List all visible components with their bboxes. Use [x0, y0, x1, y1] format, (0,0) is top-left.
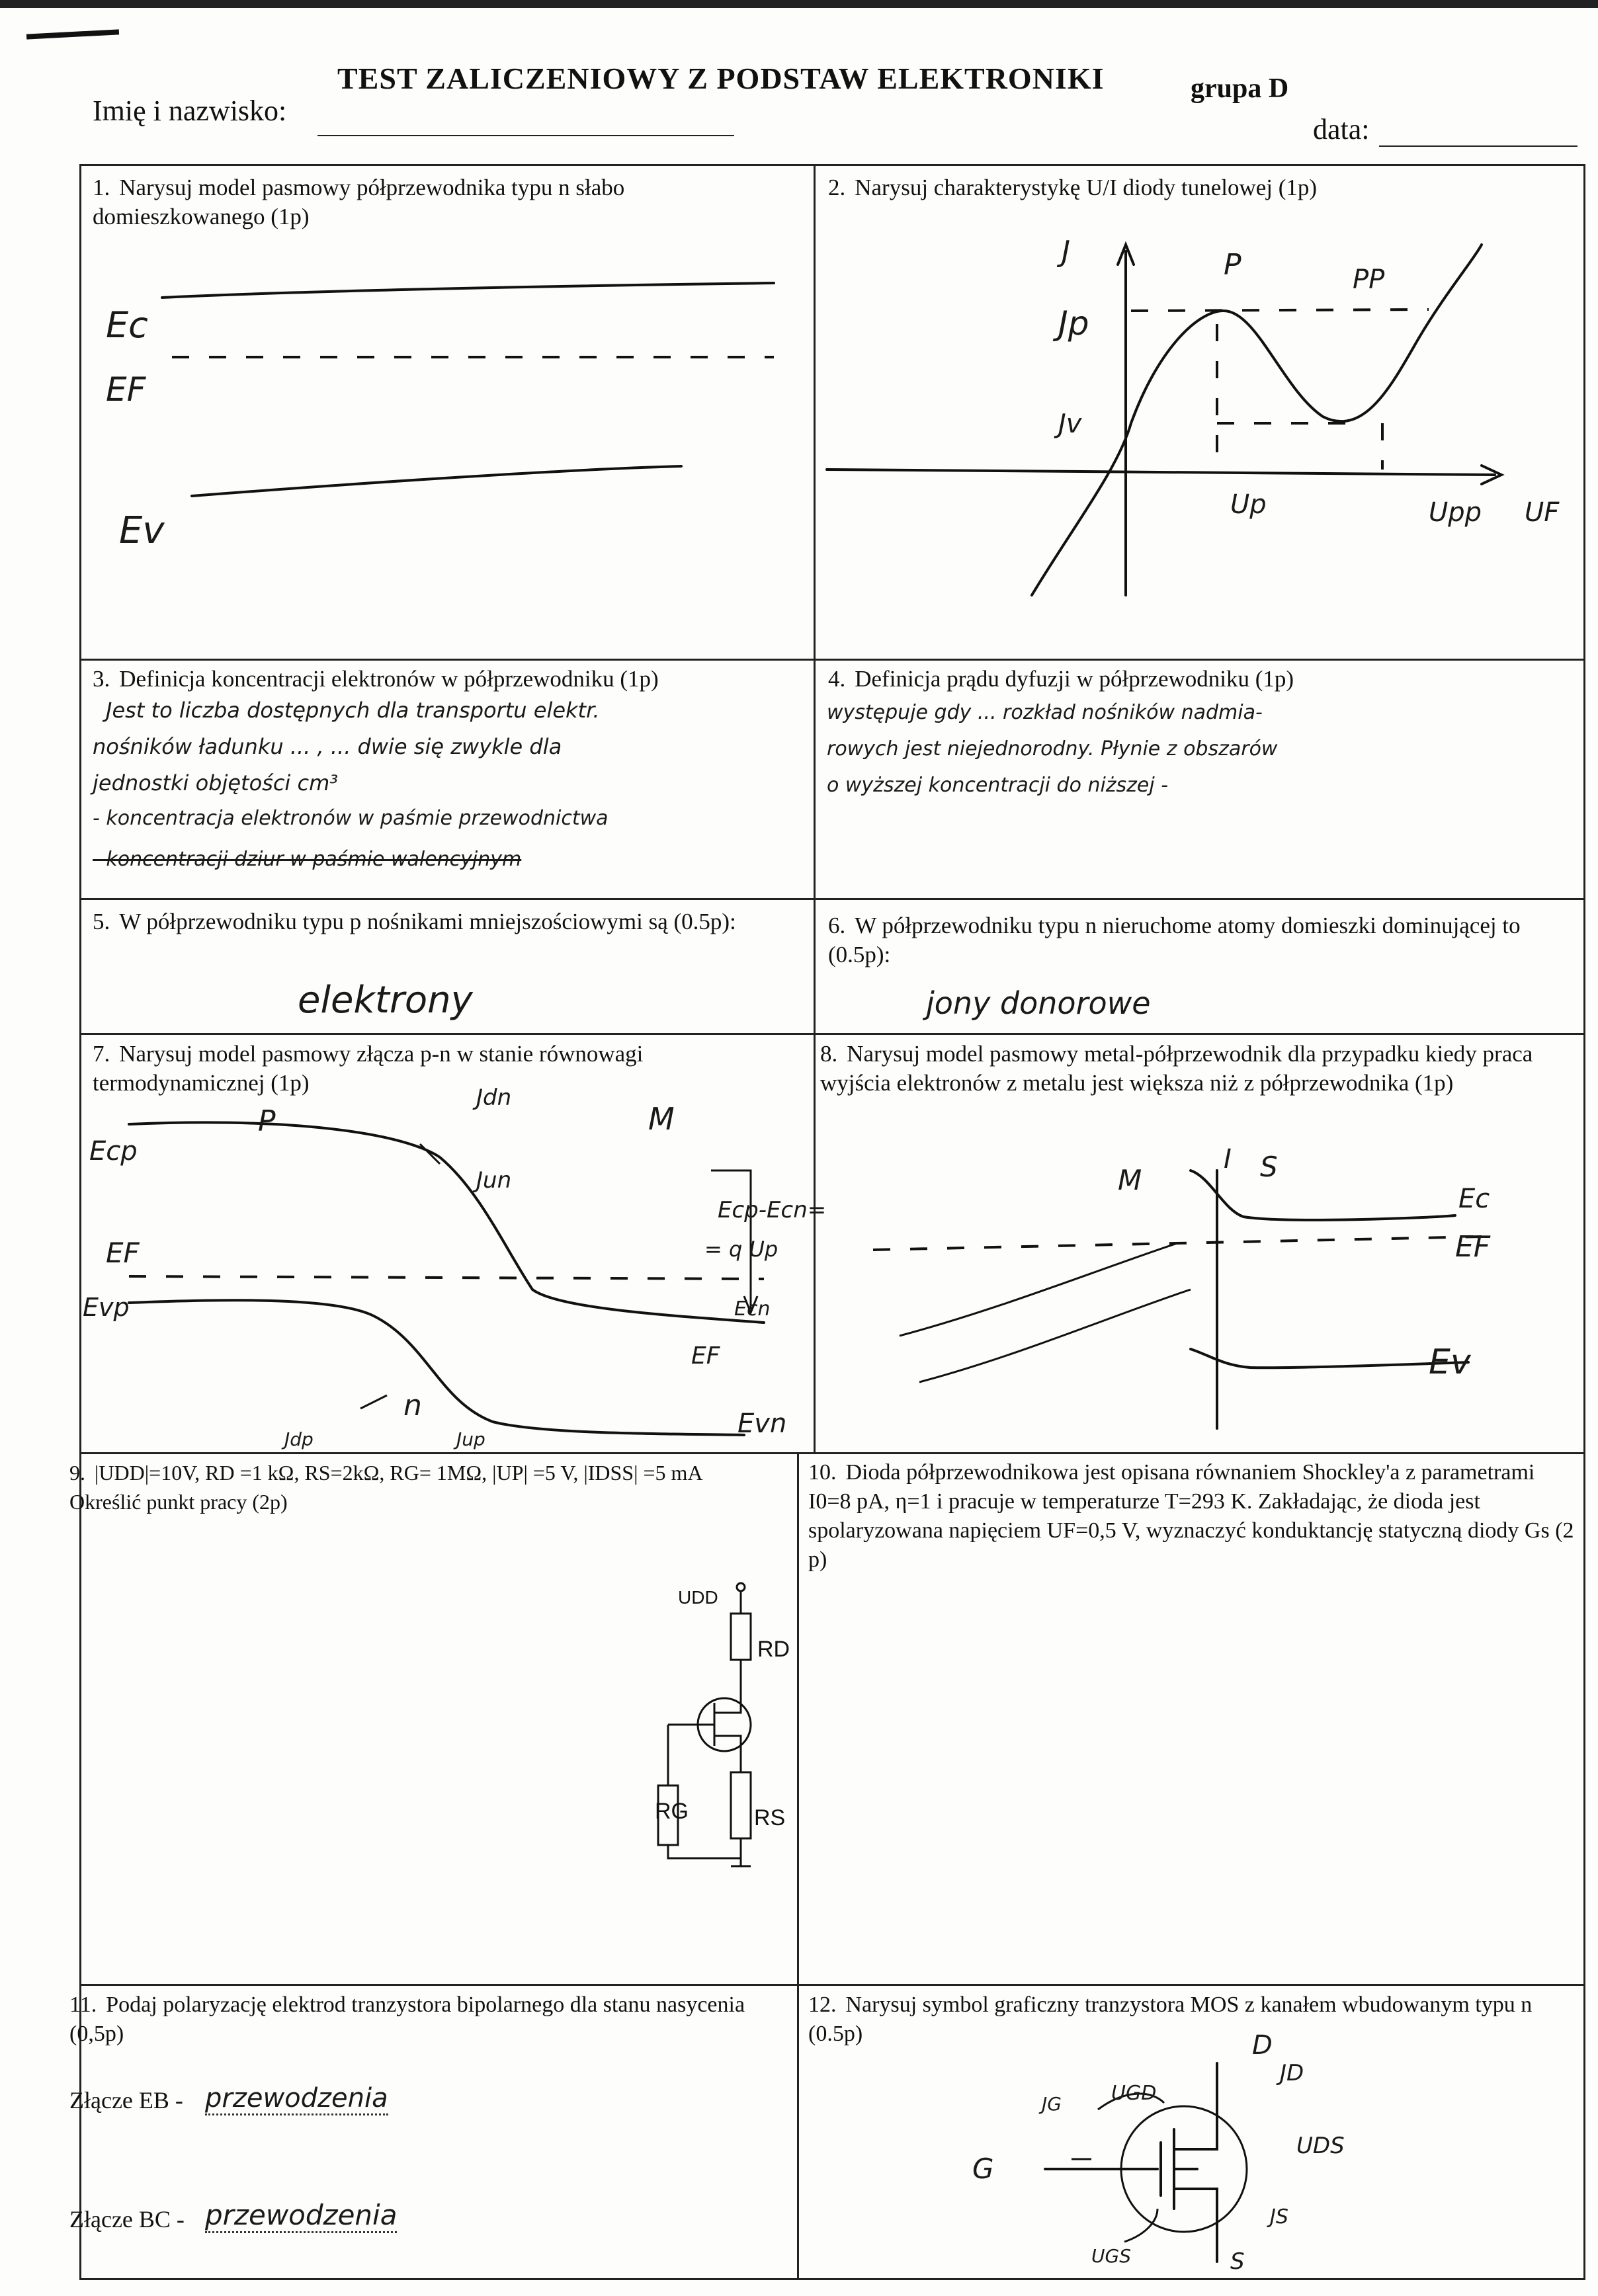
- q1-ev-label: Ev: [119, 509, 165, 552]
- q9-udd-label: UDD: [678, 1587, 718, 1608]
- q7-jup-label: Jup: [456, 1428, 485, 1450]
- q8-i-label: I: [1224, 1144, 1232, 1174]
- q7-evn-label: Evn: [737, 1409, 787, 1439]
- q12-ugd-label: UGD: [1111, 2082, 1157, 2105]
- q7-ef2-label: EF: [691, 1342, 720, 1370]
- q2-pp-label: PP: [1353, 265, 1385, 295]
- q7-pn-junction-diagram: [83, 1091, 810, 1448]
- q7-ef-label: EF: [106, 1237, 140, 1269]
- q1-ef-label: EF: [106, 370, 146, 409]
- q7-n-label: n: [403, 1389, 422, 1422]
- page-title: TEST ZALICZENIOWY Z PODSTAW ELEKTRONIKI: [337, 62, 1105, 95]
- q12-s-label: S: [1230, 2248, 1245, 2275]
- scan-top-border: [0, 0, 1598, 8]
- q11-bc-answer: przewodzenia: [205, 2199, 397, 2233]
- q8-ec-label: Ec: [1458, 1184, 1490, 1214]
- q12-d-label: D: [1252, 2030, 1273, 2061]
- q11-eb-label: Złącze EB -: [69, 2087, 183, 2113]
- q7-ecn-label: Ecn: [734, 1297, 771, 1321]
- q12-uds-label: UDS: [1296, 2133, 1345, 2159]
- date-label: data:: [1313, 113, 1370, 145]
- name-label: Imię i nazwisko:: [93, 95, 287, 127]
- question-10: 10. Dioda półprzewodnikowa jest opisana równaniem Shockley'a z parametrami I0=8 pA, η=1 i pracuje w temperaturze T=293 K. Zakładając, że dioda jest spolaryzowana napięciem UF=0,5 V, wyznaczyć konduktancję statyczną diody Gs (2 p): [808, 1460, 1574, 1572]
- question-4: 4. Definicja prądu dyfuzji w półprzewodniku (1p): [828, 666, 1294, 692]
- q9-rg-label: RG: [655, 1799, 689, 1824]
- q9-rd-label: RD: [757, 1637, 790, 1662]
- name-field-line[interactable]: [317, 135, 734, 136]
- q8-s-label: S: [1260, 1151, 1278, 1183]
- scan-mark: [26, 29, 119, 39]
- q2-jp-label: Jp: [1058, 304, 1089, 343]
- q7-jdp-label: Jdp: [284, 1428, 314, 1450]
- question-9: 9. |UDD|=10V, RD =1 kΩ, RS=2kΩ, RG= 1MΩ, |UP| =5 V, |IDSS| =5 mA Określić punkt pracy (2p): [69, 1461, 703, 1514]
- q7-jdn-label: Jdn: [476, 1085, 512, 1111]
- q12-g-label: G: [972, 2152, 994, 2185]
- question-12: 12. Narysuj symbol graficzny tranzystora MOS z kanałem wbudowanym typu n (0.5p): [808, 1992, 1533, 2046]
- q2-p-label: P: [1224, 248, 1241, 282]
- q7-evp-label: Evp: [83, 1293, 130, 1322]
- q2-y-label: J: [1062, 235, 1070, 268]
- q6-answer: jony donorowe: [926, 985, 1151, 1021]
- date-field-line[interactable]: [1379, 145, 1577, 147]
- q12-ugs-label: UGS: [1091, 2245, 1131, 2267]
- q9-rs-label: RS: [754, 1805, 786, 1830]
- q2-tunnel-diode-curve: [820, 225, 1574, 655]
- q2-jv-label: Jv: [1058, 409, 1082, 439]
- q12-jd-label: JD: [1280, 2060, 1304, 2086]
- q8-ev-label: Ev: [1429, 1342, 1471, 1382]
- q12-jg-label: JG: [1042, 2093, 1062, 2115]
- group-label: grupa D: [1191, 73, 1289, 104]
- q7-p-label: P: [258, 1104, 276, 1138]
- q7-ecp-label: Ecp: [89, 1136, 138, 1167]
- question-11: 11. Podaj polaryzację elektrod tranzystora bipolarnego dla stanu nasycenia (0,5p): [69, 1992, 745, 2046]
- question-5: 5. W półprzewodniku typu p nośnikami mniejszościowymi są (0.5p):: [93, 909, 736, 934]
- q2-uf-label: UF: [1525, 497, 1560, 528]
- q1-ec-label: Ec: [106, 304, 148, 346]
- question-8: 8. Narysuj model pasmowy metal-półprzewodnik dla przypadku kiedy praca wyjścia elektronów z metalu jest większa niż z półprzewodnika (1p): [820, 1041, 1533, 1096]
- q12-js-label: JS: [1270, 2205, 1288, 2229]
- q7-qup-label: = q Up: [704, 1237, 778, 1262]
- question-7: 7. Narysuj model pasmowy złącza p-n w stanie równowagi termodynamicznej (1p): [93, 1041, 644, 1096]
- q2-upp-label: Upp: [1429, 497, 1482, 528]
- q11-eb-answer: przewodzenia: [205, 2083, 388, 2115]
- question-1: 1. Narysuj model pasmowy półprzewodnika typu n słabo domieszkowanego (1p): [93, 175, 625, 229]
- q8-metal-semiconductor-diagram: [833, 1137, 1561, 1442]
- q8-m-label: M: [1118, 1164, 1142, 1196]
- q2-up-label: Up: [1230, 489, 1267, 520]
- question-3: 3. Definicja koncentracji elektronów w półprzewodniku (1p): [93, 666, 659, 692]
- q1-band-diagram: [99, 265, 800, 555]
- q5-answer: elektrony: [298, 979, 473, 1022]
- question-2: 2. Narysuj charakterystykę U/I diody tunelowej (1p): [828, 175, 1318, 200]
- question-6: 6. W półprzewodniku typu n nieruchome atomy domieszki dominującej to (0.5p):: [828, 913, 1521, 967]
- q7-jun-label: Jun: [476, 1167, 512, 1194]
- test-sheet: TEST ZALICZENIOWY Z PODSTAW ELEKTRONIKI grupa D Imię i nazwisko: data: 1. Narysuj model pasmowy półprzewodnika typu n słabo domieszkowanego (1p) Ec EF Ev 2. Narysuj charakterystykę U/I diody tunelowej (1p) J Jp Jv P PP Up Upp UF 3. Definicja koncentracji elektronów w półprzewodniku (1p) Jest to liczba dostępnych dla transportu elektr. nośników ładunku ... , ... dwie się zwykle dla jednostki objętości cm³ - koncentracja elektronów w paśmie przewodnictwa - koncentracji dziur w paśmie walencyjnym 4. Definicja prądu dyfuzji w półprzewodniku (1p) występuje gdy ... rozkład nośników nadmia- rowych jest niejednorodny. Płynie z obszarów o wyższej koncentracji do niższej - 5. W półprzewodniku typu p nośnikami mniejszościowymi są (0.5p): elektrony 6. W półprzewodniku typu n nieruchome atomy domieszki dominującej to (0.5p): jony donorowe 7. Narysuj model pasmowy złącza p-n w stanie równowagi termodynamicznej (1p) Ecp P Jdn Jun M EF Evp Ecp-Ecn= = q Up Ecn EF Evn n Jdp Jup 8. Narysuj model pasmowy metal-półprzewodnik dla przypadku kiedy praca wyjścia elektronów z metalu jest większa niż z półprzewodnika (1p) M I S Ec EF Ev 9. |UDD|=10V, RD =1 kΩ, RS=2kΩ, RG= 1MΩ, |UP| =5 V, |IDSS| =5 mA Określić punkt pracy (2p) UDD RD RG RS 10. Dioda półprzewodnikowa jest opisana równaniem Shockley'a z parametrami I0=8 pA, η=1 i pracuje w temperaturze T=293 K. Zakładając, że dioda jest spolaryzowana napięciem UF=0,5 V, wyznaczyć konduktancję statyczną diody Gs (2 p) 11. Podaj polaryzację elektrod tranzystora bipolarnego dla stanu nasycenia (0,5p) Złącze EB - przewodzenia Złącze BC - przewodzenia 12. Narysuj symbol graficzny tranzystora MOS z kanałem wbudowanym typu n (0.5p) D JD UGD JG G UDS JS UGS S: [0, 0, 1598, 2296]
- q8-ef-label: EF: [1455, 1230, 1491, 1264]
- q7-diff-label: Ecp-Ecn=: [718, 1197, 827, 1223]
- q11-bc-label: Złącze BC -: [69, 2206, 185, 2233]
- q12-mosfet-symbol: [992, 2050, 1363, 2281]
- q7-m-label: M: [648, 1101, 675, 1137]
